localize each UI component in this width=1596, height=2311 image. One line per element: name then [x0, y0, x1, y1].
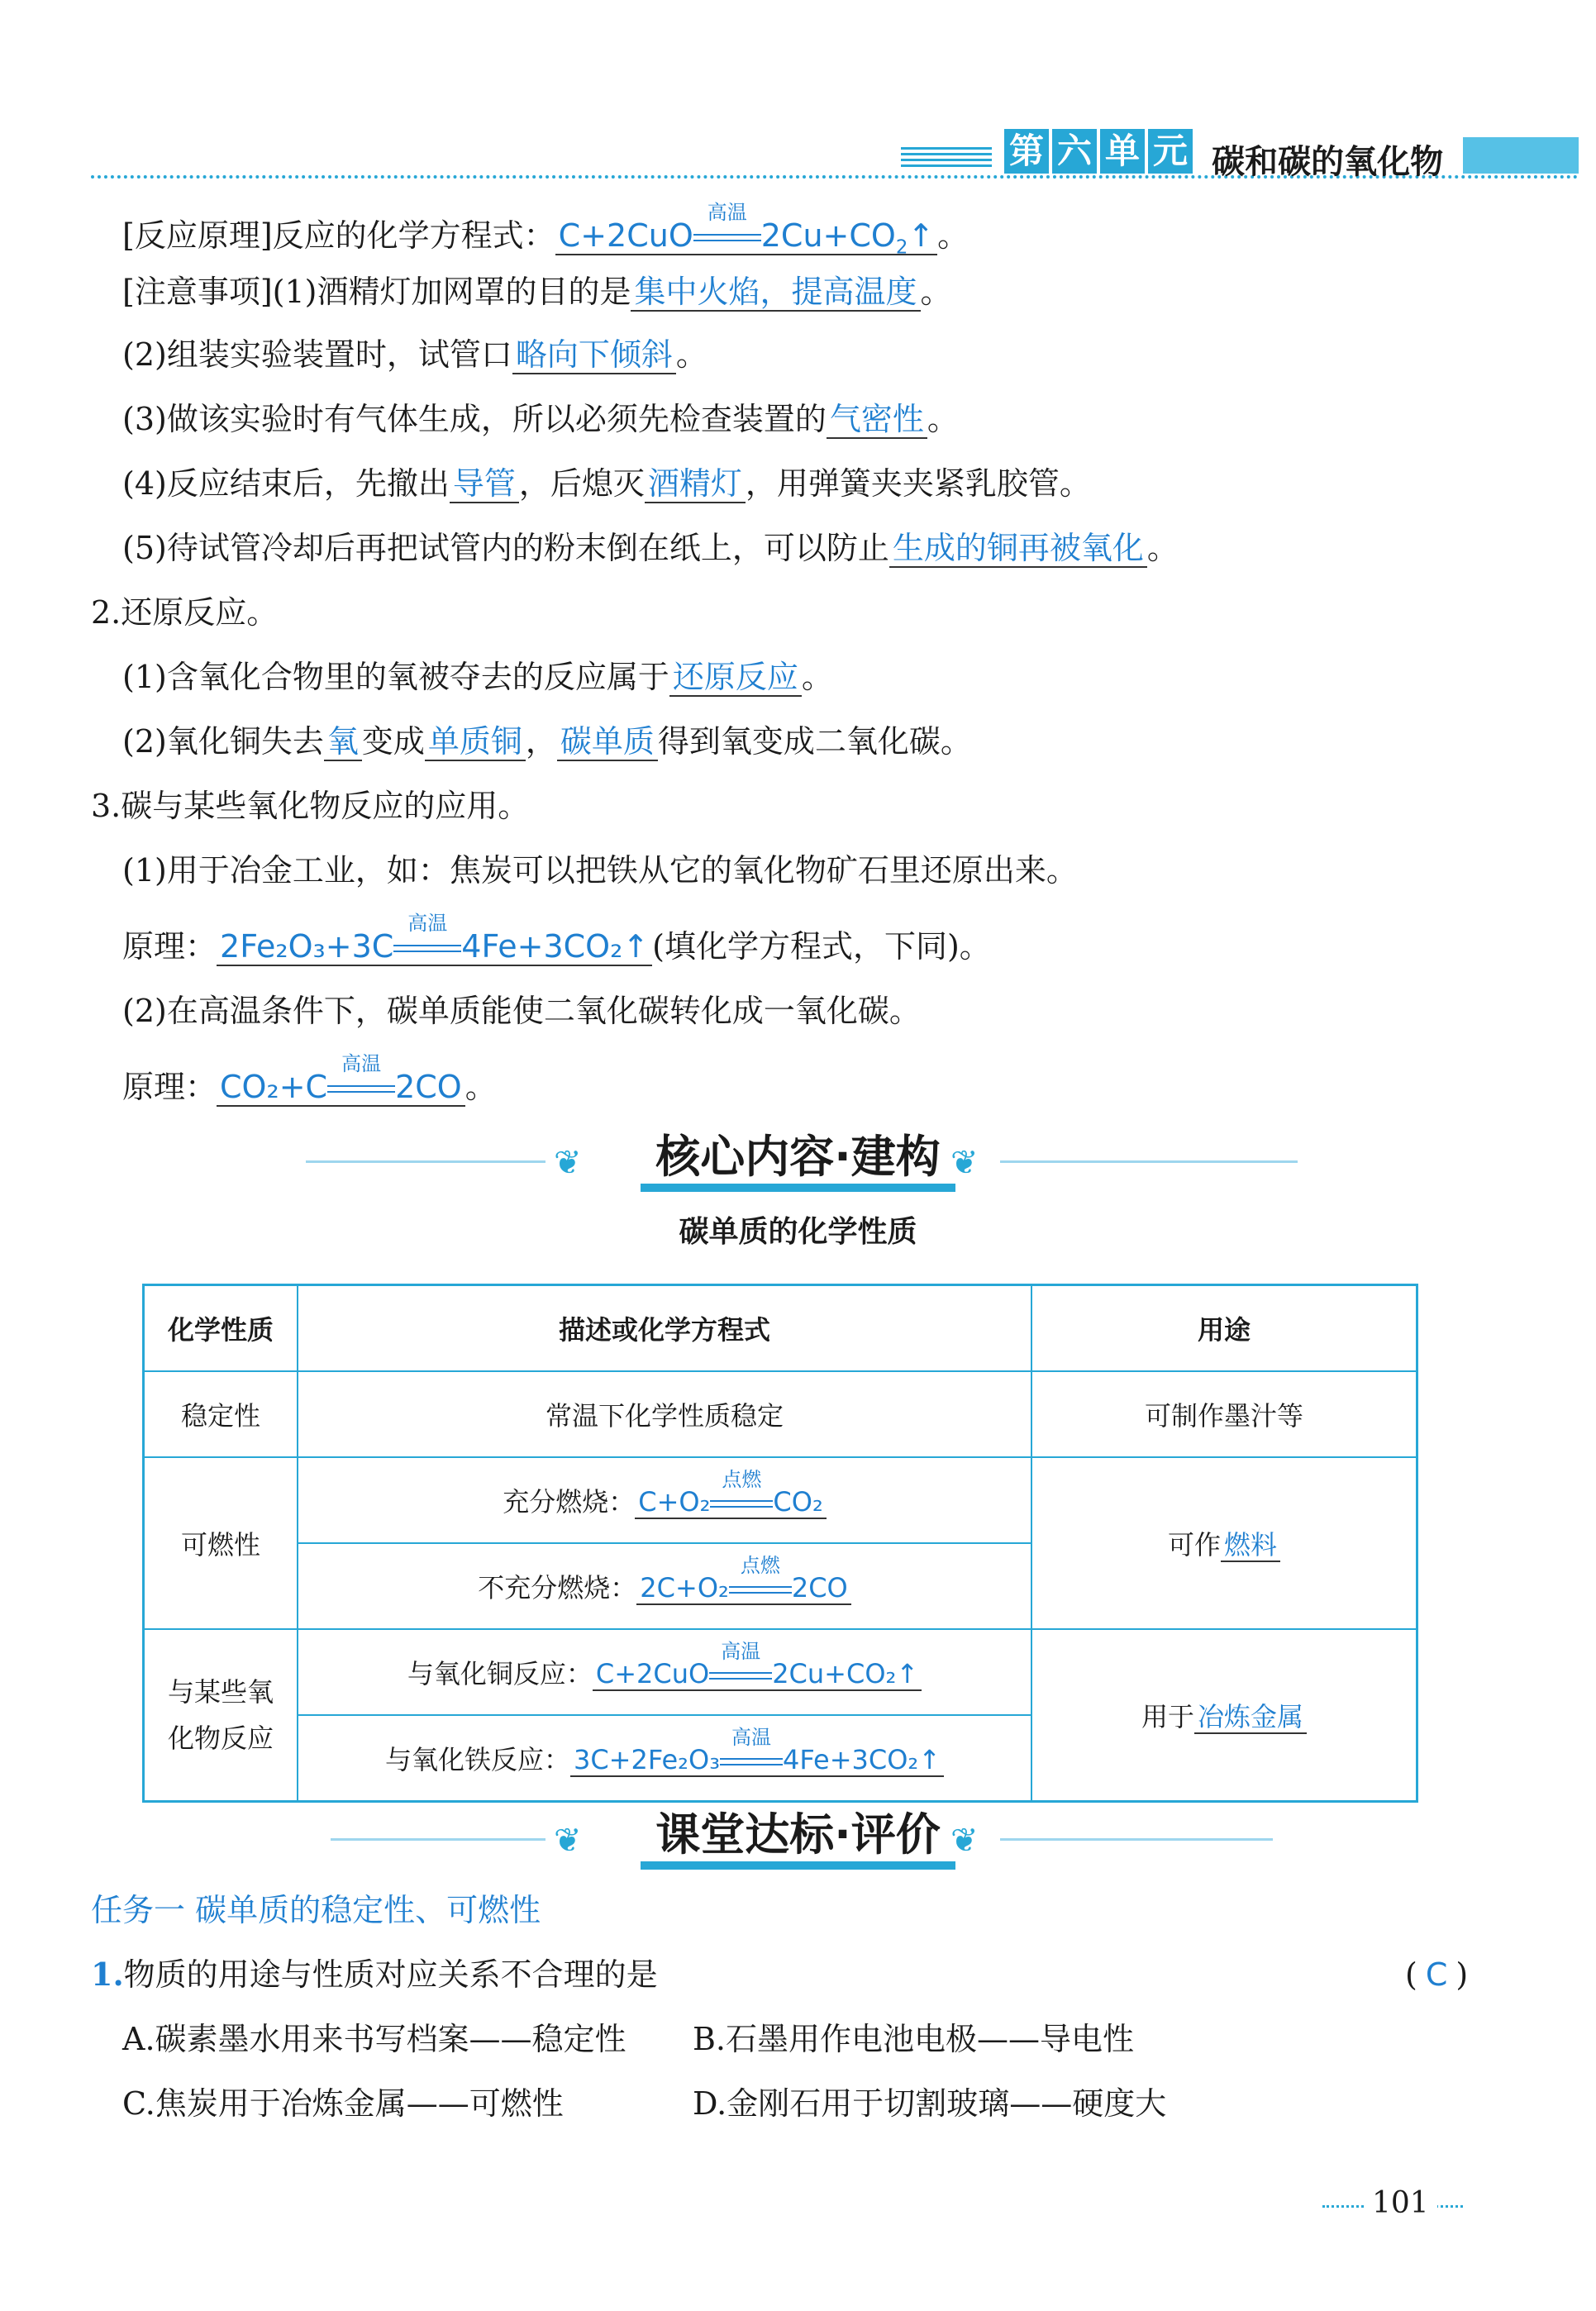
reaction-label: 充分燃烧：	[503, 1486, 636, 1518]
eq-left: CO₂+C	[220, 1069, 328, 1105]
note-5	[122, 527, 1179, 569]
description-cell	[298, 1629, 1031, 1715]
question-number: 1.	[91, 1956, 124, 1993]
swirl-icon: ❦	[554, 1822, 582, 1860]
answer-blank: 碳单质	[557, 723, 658, 761]
eq-right: 2Cu+CO₂↑	[772, 1658, 919, 1689]
note-text: (2)氧化铜失去	[122, 723, 324, 760]
bracket-close: )	[1455, 1956, 1469, 1993]
use-cell	[1031, 1629, 1417, 1802]
section-banner-assessment	[0, 1808, 1596, 1870]
application-2: (2)在高温条件下，碳单质能使二氧化碳转化成一氧化碳。	[122, 993, 921, 1029]
use-label: 可作	[1167, 1529, 1221, 1561]
eq-left: C+2CuO	[595, 1658, 710, 1689]
description-cell: 常温下化学性质稳定	[298, 1371, 1031, 1457]
use-label: 用于	[1141, 1701, 1194, 1732]
note-text: (填化学方程式，下同)。	[652, 928, 991, 965]
answer-blank: 还原反应	[669, 659, 802, 697]
option-d[interactable]: D.金刚石用于切割玻璃——硬度大	[693, 2085, 1167, 2122]
note-label: (1)含氧化合物里的氧被夺去的反应属于	[122, 659, 669, 695]
note-text: 变成	[361, 723, 425, 760]
note-1	[122, 271, 952, 312]
application-2-principle	[122, 1052, 497, 1108]
answer-blank: 氧	[324, 723, 362, 761]
description-cell	[298, 1457, 1031, 1543]
banner-rule-left	[306, 1160, 545, 1163]
header-cell: 用途	[1031, 1285, 1417, 1372]
table-row	[144, 1457, 1417, 1543]
table-row	[144, 1371, 1417, 1457]
banner-rule-right	[1000, 1838, 1273, 1841]
property-cell	[144, 1629, 298, 1802]
header-cell: 描述或化学方程式	[298, 1285, 1031, 1372]
section-title: 核心内容·建构	[641, 1131, 955, 1192]
eq-right: 2CO	[395, 1069, 462, 1105]
question-stem: 物质的用途与性质对应关系不合理的是	[123, 1956, 658, 1993]
properties-table	[142, 1284, 1418, 1803]
note-label: (3)做该实验时有气体生成，所以必须先检查装置的	[122, 401, 827, 437]
description-cell	[298, 1543, 1031, 1629]
principle-label: 原理：	[122, 928, 217, 965]
application-1: (1)用于冶金工业，如：焦炭可以把铁从它的氧化物矿石里还原出来。	[122, 852, 1078, 889]
note-4	[122, 463, 1091, 504]
eq-condition: 高温	[721, 1640, 761, 1663]
header-tab	[1463, 137, 1579, 174]
section-banner-core	[0, 1131, 1596, 1192]
answer-blank: 单质铜	[425, 723, 526, 761]
swirl-icon: ❦	[554, 1144, 582, 1182]
reduction-heading: 2.还原反应。	[91, 594, 279, 631]
eq-right: CO₂	[773, 1486, 823, 1518]
eq-right: 4Fe+3CO₂↑	[783, 1744, 941, 1775]
table-row	[144, 1629, 1417, 1715]
answer-blank: 冶炼金属	[1194, 1701, 1307, 1734]
page-number: 101	[1364, 2186, 1437, 2220]
answer-choice: C	[1425, 1956, 1448, 1993]
reaction-label: 与氧化铜反应：	[407, 1658, 593, 1689]
reaction-label: 与氧化铁反应：	[384, 1744, 570, 1775]
note-label: (5)待试管冷却后再把试管内的粉末倒在纸上，可以防止	[122, 530, 889, 566]
note-text: ，后熄灭	[518, 465, 645, 502]
eq-left: C+2CuO	[558, 217, 693, 254]
answer-blank: 生成的铜再被氧化	[889, 530, 1147, 568]
table-caption: 碳单质的化学性质	[679, 1215, 917, 1249]
option-c[interactable]: C.焦炭用于冶炼金属——可燃性	[122, 2085, 564, 2122]
eq-right: 2Cu+CO	[760, 217, 896, 254]
note-2	[122, 334, 707, 375]
period: 。	[465, 1069, 497, 1105]
unit-char: 六	[1052, 129, 1097, 174]
note-text: ，	[525, 723, 557, 760]
period: 。	[675, 336, 707, 373]
header-cell: 化学性质	[144, 1285, 298, 1372]
eq-condition: 点燃	[722, 1468, 762, 1491]
table-header-row	[144, 1285, 1417, 1372]
period: 。	[801, 659, 833, 695]
period: 。	[920, 274, 952, 310]
eq-condition: 高温	[731, 1726, 772, 1749]
task-heading: 任务一 碳单质的稳定性、可燃性	[91, 1892, 541, 1928]
property-cell: 稳定性	[144, 1371, 298, 1457]
eq-right: 4Fe+3CO₂↑	[461, 928, 650, 965]
application-1-principle	[122, 912, 991, 967]
eq-condition: 高温	[707, 201, 747, 224]
answer-blank: 气密性	[827, 401, 927, 439]
eq-subscript: 2	[895, 236, 908, 259]
question-1	[91, 1954, 658, 1995]
eq-condition: 高温	[341, 1052, 382, 1075]
option-b[interactable]: B.石墨用作电池电极——导电性	[693, 2021, 1135, 2057]
answer-blank: 燃料	[1221, 1529, 1280, 1562]
answer-blank: 集中火焰，提高温度	[631, 274, 920, 312]
banner-rule-right	[1000, 1160, 1298, 1163]
eq-left: 3C+2Fe₂O₃	[573, 1744, 721, 1775]
reaction-label: 不充分燃烧：	[478, 1572, 637, 1603]
period: 。	[937, 217, 970, 254]
banner-rule-left	[331, 1838, 545, 1841]
answer-bracket	[1405, 1954, 1468, 1995]
reduction-1	[122, 656, 833, 698]
period: 。	[927, 401, 959, 437]
description-cell	[298, 1715, 1031, 1802]
swirl-icon: ❦	[950, 1822, 979, 1860]
principle-line: [反应原理]反应的化学方程式： C+2CuO 高温 $2Cu+CO_2↑$ 。	[122, 215, 969, 269]
property-line: 与某些氧	[167, 1676, 274, 1708]
note-label: [注意事项](1)酒精灯加网罩的目的是	[122, 274, 631, 310]
principle-label: [反应原理]反应的化学方程式：	[122, 217, 555, 254]
property-cell: 可燃性	[144, 1457, 298, 1629]
eq-right: 2CO	[791, 1572, 848, 1603]
period: 。	[1146, 530, 1179, 566]
unit-char: 元	[1148, 129, 1193, 174]
eq-left: 2C+O₂	[640, 1572, 729, 1603]
note-text: (4)反应结束后，先撤出	[122, 465, 450, 502]
reduction-2	[122, 721, 972, 762]
note-label: (2)组装实验装置时，试管口	[122, 336, 512, 373]
use-cell: 可制作墨汁等	[1031, 1371, 1417, 1457]
unit-title: 碳和碳的氧化物	[1212, 143, 1444, 181]
note-text: 得到氧变成二氧化碳。	[657, 723, 972, 760]
unit-header	[1004, 129, 1443, 183]
eq-condition: 点燃	[740, 1554, 780, 1577]
swirl-icon: ❦	[950, 1144, 979, 1182]
eq-left: C+O₂	[638, 1486, 711, 1518]
section-title: 课堂达标·评价	[641, 1808, 955, 1870]
property-line: 化物反应	[167, 1723, 274, 1754]
header-stripes	[901, 147, 992, 167]
answer-blank: 导管	[450, 465, 519, 503]
unit-char: 第	[1004, 129, 1049, 174]
eq-left: 2Fe₂O₃+3C	[220, 928, 394, 965]
unit-char: 单	[1100, 129, 1145, 174]
eq-condition: 高温	[407, 912, 448, 935]
note-3	[122, 398, 959, 440]
answer-blank: 略向下倾斜	[512, 336, 676, 374]
use-cell	[1031, 1457, 1417, 1629]
application-heading: 3.碳与某些氧化物反应的应用。	[91, 788, 530, 824]
answer-blank: 酒精灯	[645, 465, 746, 503]
option-a[interactable]: A.碳素墨水用来书写档案——稳定性	[122, 2021, 626, 2057]
principle-label: 原理：	[122, 1069, 217, 1105]
note-text: ，用弹簧夹夹紧乳胶管。	[745, 465, 1091, 502]
bracket-open: (	[1405, 1956, 1417, 1993]
